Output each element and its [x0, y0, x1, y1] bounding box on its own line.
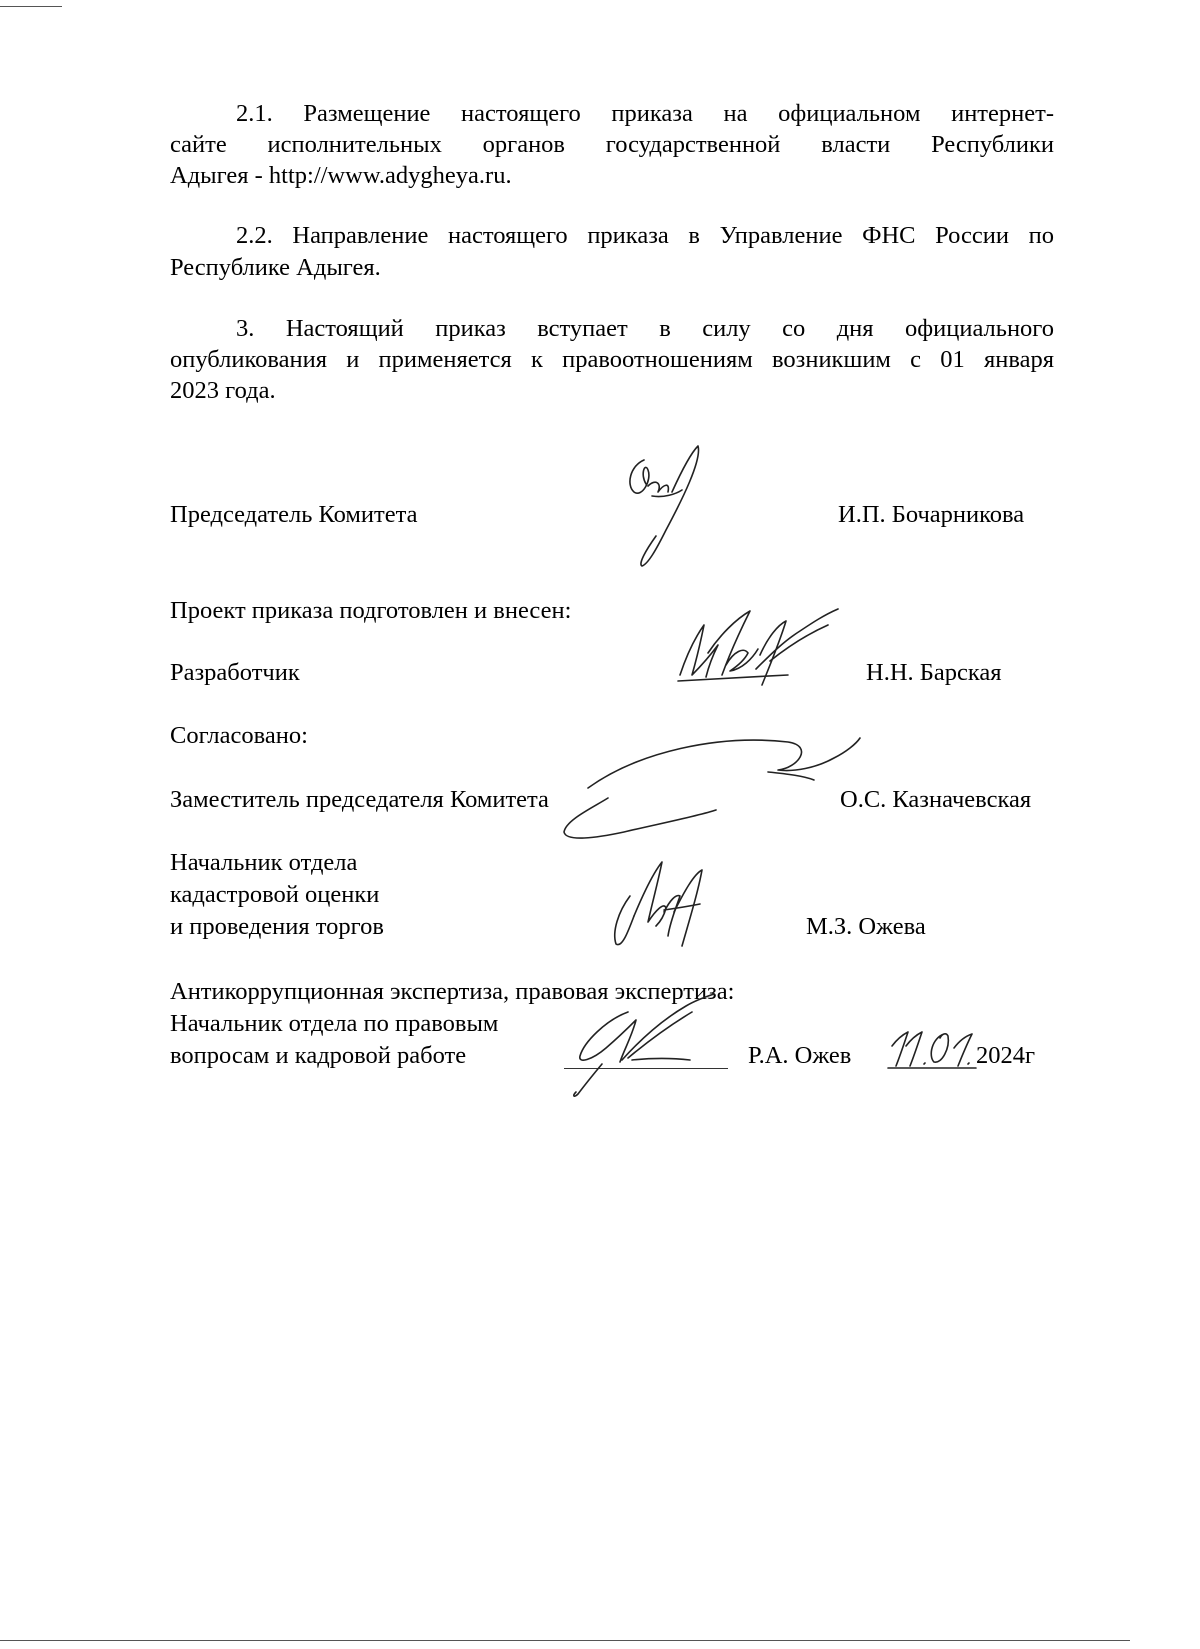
legal-head-title-line-1: Начальник отдела по правовым: [170, 1010, 499, 1037]
legal-head-title-line-2: вопросам и кадровой работе: [170, 1042, 467, 1069]
chairman-name: И.П. Бочарникова: [838, 501, 1025, 528]
dept-head-title-line-1: Начальник отдела: [170, 849, 358, 876]
date-year: 2024г: [976, 1042, 1036, 1069]
chairman-signature: [612, 440, 732, 575]
clause-2-1-line-3: Адыгея - http://www.adygheya.ru.: [170, 162, 512, 189]
top-edge-rule: [0, 6, 62, 7]
dept-head-name: М.З. Ожева: [806, 913, 926, 940]
clause-2-1-line-2: сайте исполнительных органов государственной власти Республики: [170, 131, 1054, 158]
dept-head-title-line-2: кадастровой оценки: [170, 881, 380, 908]
handwritten-date: [884, 1026, 982, 1074]
chairman-title: Председатель Комитета: [170, 501, 418, 528]
clause-2-2-line-2: Республике Адыгея.: [170, 254, 381, 281]
clause-3-line-2: опубликования и применяется к правоотношениям возникшим с 01 января: [170, 346, 1054, 373]
dept-head-signature: [604, 852, 714, 954]
developer-signature: [660, 595, 850, 705]
developer-name: Н.Н. Барская: [866, 659, 1002, 686]
legal-head-name: Р.А. Ожев: [748, 1042, 852, 1069]
deputy-title: Заместитель председателя Комитета: [170, 786, 549, 813]
clause-2-2-line-1: 2.2. Направление настоящего приказа в Управление ФНС России по: [236, 222, 1054, 249]
expertise-heading: Антикоррупционная экспертиза, правовая экспертиза:: [170, 978, 735, 1005]
agreed-heading: Согласовано:: [170, 722, 308, 749]
legal-head-signature: [562, 990, 728, 1102]
deputy-signature: [548, 728, 868, 846]
dept-head-title-line-3: и проведения торгов: [170, 913, 384, 940]
developer-title: Разработчик: [170, 659, 300, 686]
deputy-name: О.С. Казначевская: [840, 786, 1032, 813]
clause-3-line-1: 3. Настоящий приказ вступает в силу со дня официального: [236, 315, 1054, 342]
bottom-edge-rule: [0, 1640, 1130, 1641]
clause-3-line-3: 2023 года.: [170, 377, 276, 404]
clause-2-1-line-1: 2.1. Размещение настоящего приказа на официальном интернет-: [236, 100, 1054, 127]
prepared-heading: Проект приказа подготовлен и внесен:: [170, 597, 572, 624]
